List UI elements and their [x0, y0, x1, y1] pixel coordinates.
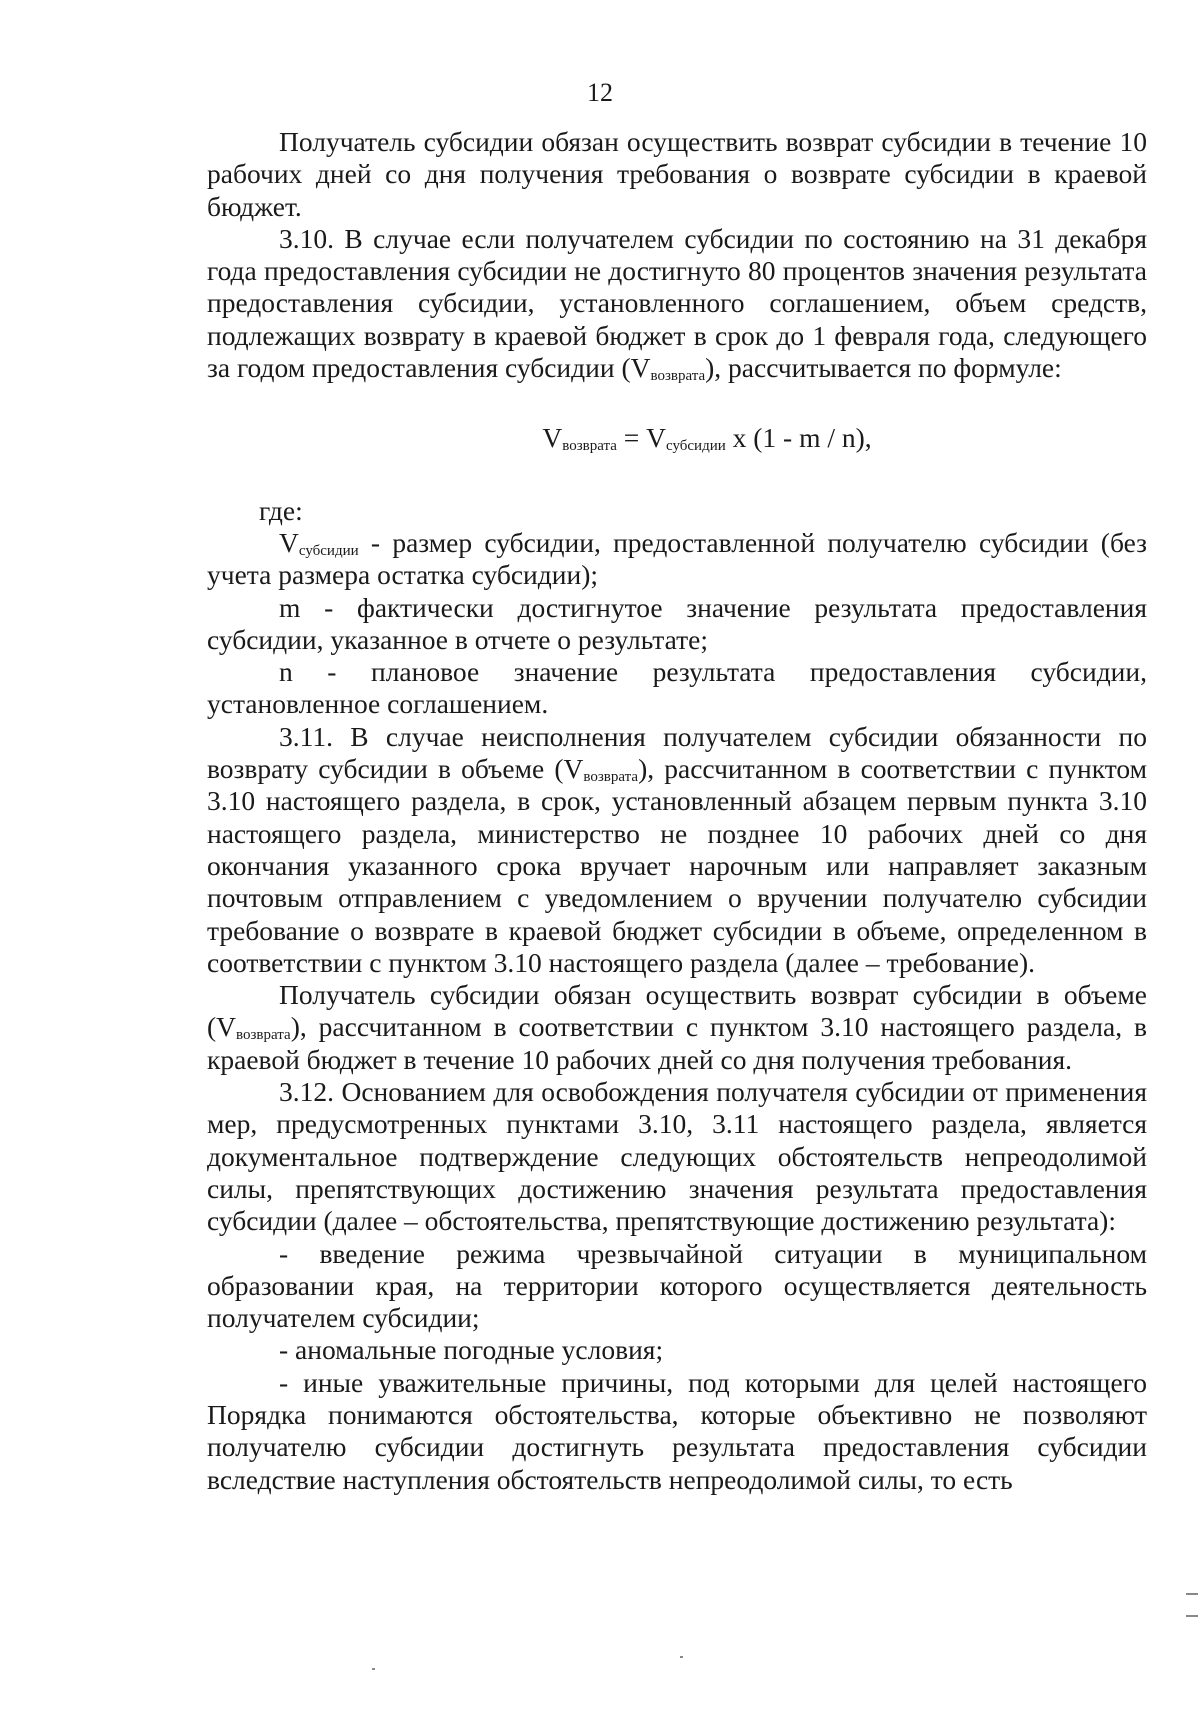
scan-speck — [1186, 1615, 1198, 1617]
definition-m: m - фактически достигнутое значение результата предоставления субсидии, указанное в отчете о результате; — [207, 591, 1147, 655]
paragraph-return-volume: Получатель субсидии обязан осуществить возврат субсидии в объеме $(V_{возврата})$, рассчитанном в соответствии с пунктом 3.10 настоящего раздела, в краевой бюджет в течение 10 рабочих дней со дня получения требования. — [207, 979, 1147, 1075]
document-body — [207, 126, 1147, 1496]
list-item-emergency: - введение режима чрезвычайной ситуации в муниципальном образовании края, на территории которого осуществляется деятельность получателем субсидии; — [207, 1237, 1147, 1334]
where-label: где: — [259, 494, 303, 526]
list-item-other-reasons: - иные уважительные причины, под которыми для целей настоящего Порядка понимаются обстоятельства, которые объективно не позволяют получателю субсидии достигнуть результата предоставления субсидии вследствие наступления обстоятельств непреодолимой силы, то есть — [207, 1366, 1147, 1495]
paragraph-3-12: 3.12. Основанием для освобождения получателя субсидии от применения мер, предусмотренных пунктами 3.10, 3.11 настоящего раздела, является документальное подтверждение следующих обстоятельств непреодолимой силы, препятствующих достижению значения результата предоставления субсидии (далее – обстоятельства, препятствующие достижению результата): — [207, 1076, 1147, 1237]
page-number: 12 — [587, 78, 613, 107]
scan-speck — [1186, 1593, 1198, 1595]
definition-n: n - плановое значение результата предоставления субсидии, установленное соглашением. — [207, 656, 1147, 720]
definition-v-subsidy: $V_{субсидии}$ - размер субсидии, предоставленной получателю субсидии (без учета размера остатка субсидии); — [207, 526, 1147, 591]
list-item-weather: - аномальные погодные условия; — [279, 1334, 664, 1366]
paragraph-3-10: 3.10. В случае если получателем субсидии по состоянию на 31 декабря года предоставления субсидии не достигнуто 80 процентов значения результата предоставления субсидии, установленного соглашением, объем средств, подлежащих возврату в краевой бюджет в срок до 1 февраля года, следующего за годом предоставления субсидии $(V_{возврата})$, рассчитывается по формуле: — [207, 222, 1147, 385]
paragraph-3-11: 3.11. В случае неисполнения получателем субсидии обязанности по возврату субсидии в объеме $(V_{возврата})$, рассчитанном в соответствии с пунктом 3.10 настоящего раздела, в срок, установленный абзацем первым пункта 3.10 настоящего раздела, министерство не позднее 10 рабочих дней со дня окончания указанного срока вручает нарочным или направляет заказным почтовым отправлением с уведомлением о вручении получателю субсидии требование о возврате в краевой бюджет субсидии в объеме, определенном в соответствии с пунктом 3.10 настоящего раздела (далее – требование). — [207, 720, 1147, 978]
scan-speck — [680, 1656, 683, 1658]
scan-speck — [372, 1668, 375, 1670]
formula: $V_{возврата} = V_{субсидии}$ x (1 - m / n), — [542, 422, 872, 455]
paragraph-return-10-days: Получатель субсидии обязан осуществить возврат субсидии в течение 10 рабочих дней со дня получения требования о возврате субсидии в краевой бюджет. — [207, 126, 1147, 222]
